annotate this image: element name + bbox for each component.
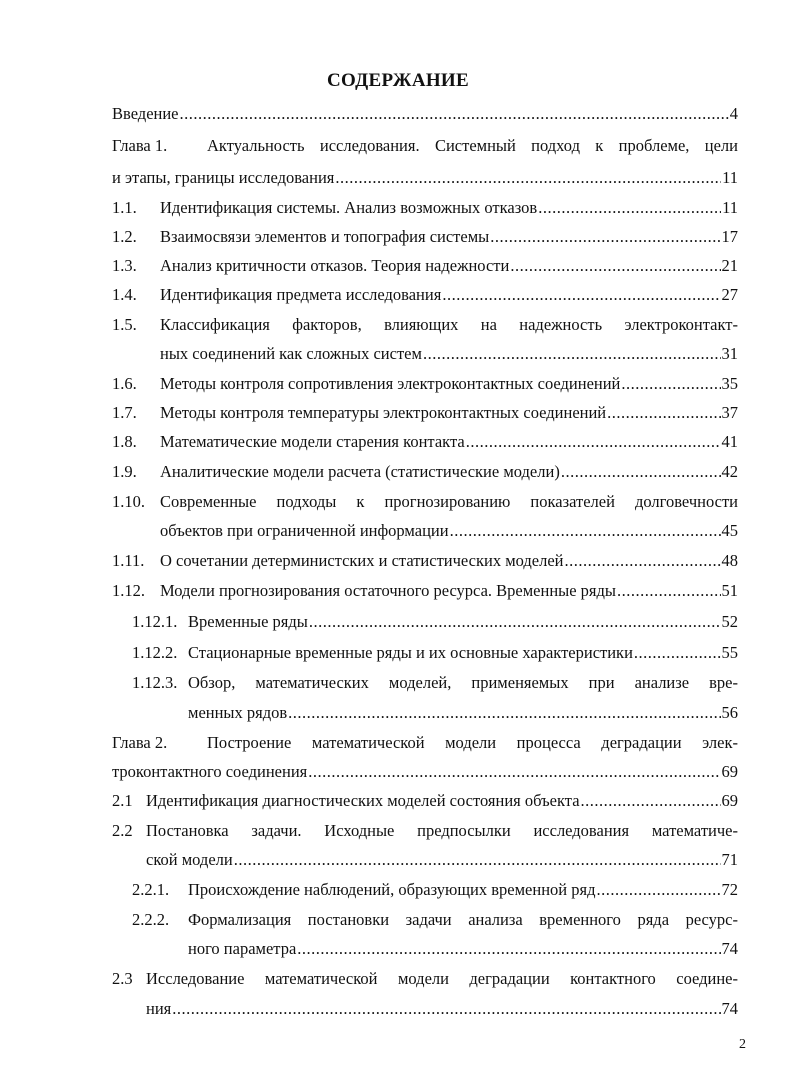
toc-entry-number: 1.12.3. [132,673,178,692]
toc-entry-text: Методы контроля температуры электроконтактных соединений [160,403,607,422]
dot-leader [442,285,720,305]
toc-entry-page: 17 [721,227,738,246]
toc-entry-page: 74 [721,999,738,1018]
toc-entry-page: 11 [722,198,738,217]
toc-entry-page: 71 [721,850,738,869]
toc-entry-text: Исследование математической модели деградации контактного соедине- [146,969,738,988]
toc-entry-number: 1.1. [112,198,137,217]
toc-entry-1-12-3-cont[interactable] [188,703,738,725]
toc-entry-text: ного параметра [188,939,297,958]
dot-leader [423,344,721,364]
toc-entry-text: О сочетании детерминистских и статистических моделей [160,551,564,570]
toc-entry-2-2-2-cont[interactable] [188,939,738,961]
toc-entry-number: 1.12.2. [132,643,178,662]
toc-entry-text: Идентификация диагностических моделей состояния объекта [146,791,580,810]
toc-entry-number: 1.8. [112,432,137,451]
toc-entry-text: Современные подходы к прогнозированию показателей долговечности [160,492,738,511]
toc-entry-text: Построение математической модели процесса деградации элек- [207,733,738,752]
toc-entry-page: 31 [721,344,738,363]
dot-leader [565,551,721,571]
toc-entry-number: Глава 1. [112,136,168,155]
toc-entry-1-10-cont[interactable] [160,521,738,543]
dot-leader [180,104,729,124]
toc-entry-text: Стационарные временные ряды и их основные характеристики [188,643,633,662]
dot-leader [288,703,720,723]
toc-entry-text: менных рядов [188,703,288,722]
toc-entry-number: 1.3. [112,256,137,275]
toc-entry-chapter-1-cont[interactable] [112,168,738,190]
toc-entry-number: Глава 2. [112,733,168,752]
toc-entry-number: 2.3 [112,969,133,988]
toc-entry-page: 56 [721,703,738,722]
toc-entry-number: 1.12. [112,581,145,600]
toc-entry-page: 21 [721,256,738,275]
toc-entry-1-11[interactable] [112,551,738,573]
toc-entry-1-1[interactable] [112,198,738,220]
dot-leader [234,850,721,870]
toc-entry-page: 35 [721,374,738,393]
toc-entry-1-8[interactable] [112,432,738,454]
toc-entry-text: ния [146,999,172,1018]
toc-entry-text: и этапы, границы исследования [112,168,335,187]
dot-leader [621,374,720,394]
toc-entry-number: 1.5. [112,315,137,334]
page-number: 2 [739,1037,746,1052]
toc-entry-page: 45 [721,521,738,540]
toc-entry-number: 1.2. [112,227,137,246]
toc-entry-page: 72 [721,880,738,899]
toc-entry-number: 1.7. [112,403,137,422]
toc-entry-number: 2.2.1. [132,880,170,899]
toc-entry-2-2-cont[interactable] [146,850,738,872]
dot-leader [490,227,720,247]
toc-entry-text: Идентификация предмета исследования [160,285,442,304]
toc-entry-page: 11 [722,168,738,187]
dot-leader [466,432,721,452]
dot-leader [596,880,720,900]
toc-entry-1-3[interactable] [112,256,738,278]
toc-entry-page: 4 [729,104,738,123]
toc-entry-number: 2.1 [112,791,133,810]
toc-entry-number: 1.9. [112,462,137,481]
toc-entry-chapter-2[interactable] [112,733,738,755]
toc-entry-chapter-2-cont[interactable] [112,762,738,784]
toc-entry-page: 27 [721,285,738,304]
toc-entry-1-9[interactable] [112,462,738,484]
toc-entry-number: 2.2 [112,821,133,840]
toc-entry-text: ской модели [146,850,233,869]
toc-entry-page: 69 [721,791,738,810]
toc-entry-number: 1.6. [112,374,137,393]
toc-entry-text: объектов при ограниченной информации [160,521,449,540]
toc-entry-1-2[interactable] [112,227,738,249]
toc-entry-1-6[interactable] [112,374,738,396]
dot-leader [510,256,720,276]
dot-leader [634,643,721,663]
dot-leader [607,403,720,423]
toc-entry-number: 1.10. [112,492,145,511]
toc-entry-introduction[interactable] [112,104,738,126]
toc-entry-text: троконтактного соединения [112,762,308,781]
toc-entry-page: 48 [721,551,738,570]
toc-entry-1-12-1[interactable] [132,612,738,634]
toc-entry-text: Временные ряды [188,612,308,631]
toc-entry-1-7[interactable] [112,403,738,425]
dot-leader [561,462,721,482]
toc-entry-text: Введение [112,104,179,123]
toc-entry-2-2[interactable] [112,821,738,843]
toc-entry-page: 37 [721,403,738,422]
toc-entry-text: Модели прогнозирования остаточного ресурса. Временные ряды [160,581,617,600]
toc-entry-text: Аналитические модели расчета (статистические модели) [160,462,560,481]
toc-entry-page: 52 [721,612,738,631]
toc-entry-2-3-cont[interactable] [146,999,738,1021]
toc-entry-number: 1.12.1. [132,612,178,631]
dot-leader [581,791,721,811]
toc-entry-text: Математические модели старения контакта [160,432,465,451]
toc-entry-chapter-1[interactable] [112,136,738,158]
toc-entry-text: Методы контроля сопротивления электроконтактных соединений [160,374,621,393]
toc-entry-number: 1.11. [112,551,145,570]
toc-entry-number: 2.2.2. [132,910,170,929]
dot-leader [450,521,721,541]
toc-entry-page: 55 [721,643,738,662]
toc-entry-page: 41 [721,432,738,451]
toc-entry-1-5-cont[interactable] [160,344,738,366]
toc-entry-number: 1.4. [112,285,137,304]
toc-entry-text: Происхождение наблюдений, образующих временной ряд [188,880,596,899]
toc-entry-page: 42 [721,462,738,481]
toc-entry-page: 51 [721,581,738,600]
toc-entry-text: Идентификация системы. Анализ возможных отказов [160,198,538,217]
toc-entry-2-1[interactable] [112,791,738,813]
toc-entry-text: Формализация постановки задачи анализа временного ряда ресурс- [188,910,738,929]
page-title: СОДЕРЖАНИЕ [327,70,469,91]
toc-entry-page: 74 [721,939,738,958]
toc-entry-text: ных соединений как сложных систем [160,344,422,363]
toc-entry-2-2-2[interactable] [132,910,738,932]
toc-entry-1-12[interactable] [112,581,738,603]
toc-entry-page: 69 [721,762,738,781]
toc-entry-1-4[interactable] [112,285,738,307]
toc-entry-text: Взаимосвязи элементов и топография системы [160,227,490,246]
toc-entry-text: Актуальность исследования. Системный подход к проблеме, цели [207,136,738,155]
dot-leader [538,198,721,218]
toc-entry-1-12-2[interactable] [132,643,738,665]
toc-entry-1-10[interactable] [112,492,738,514]
toc-entry-text: Постановка задачи. Исходные предпосылки исследования математиче- [146,821,738,840]
toc-entry-2-3[interactable] [112,969,738,991]
toc-entry-1-5[interactable] [112,315,738,337]
toc-entry-text: Обзор, математических моделей, применяемых при анализе вре- [188,673,738,692]
dot-leader [617,581,720,601]
toc-entry-1-12-3[interactable] [132,673,738,695]
dot-leader [297,939,720,959]
toc-entry-text: Классификация факторов, влияющих на надежность электроконтакт- [160,315,738,334]
dot-leader [308,762,720,782]
dot-leader [172,999,720,1019]
dot-leader [335,168,721,188]
dot-leader [309,612,721,632]
toc-entry-text: Анализ критичности отказов. Теория надежности [160,256,510,275]
toc-entry-2-2-1[interactable] [132,880,738,902]
